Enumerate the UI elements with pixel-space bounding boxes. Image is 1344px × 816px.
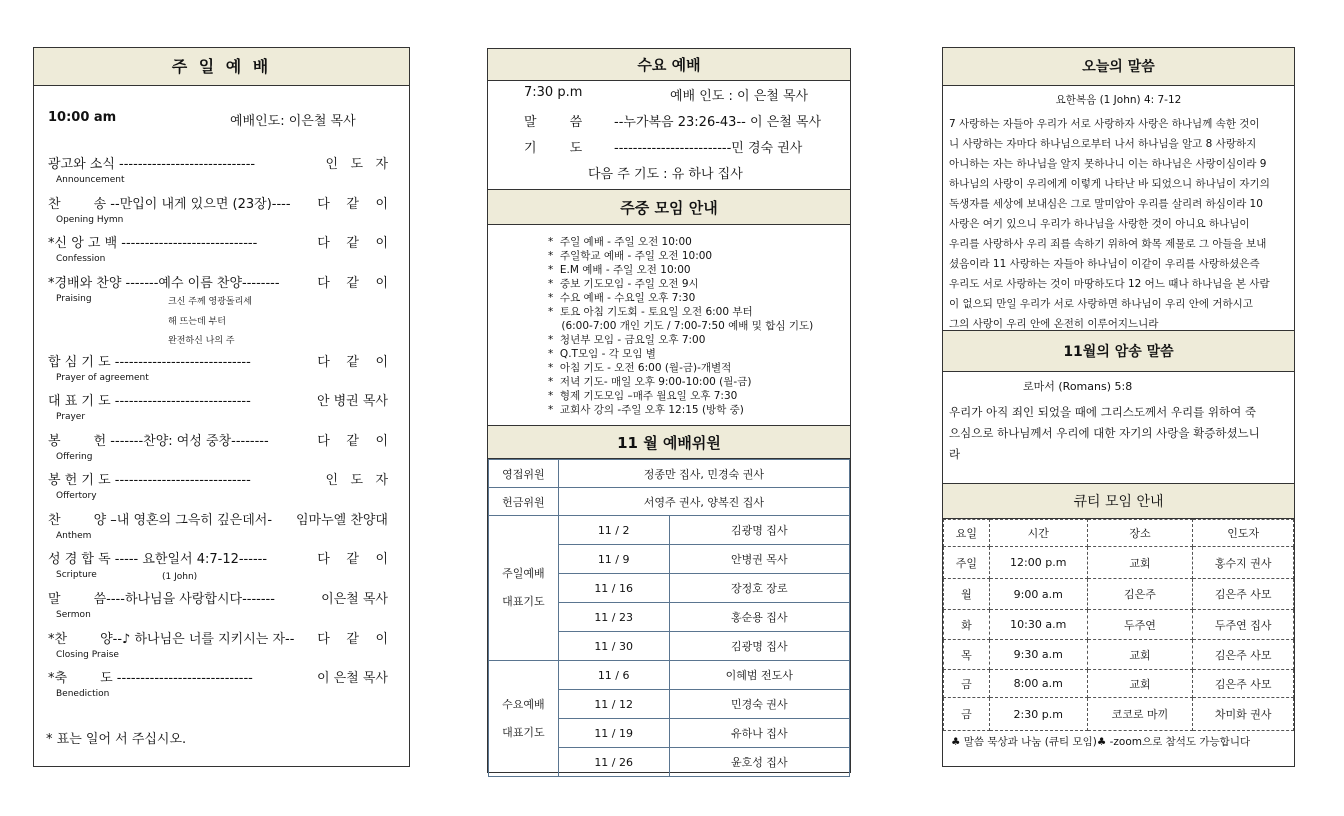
committee-title: 11 월 예배위원 xyxy=(488,425,850,459)
verse-line: 7 사랑하는 자들아 우리가 서로 사랑하자 사랑은 하나님께 속한 것이 xyxy=(949,118,1260,130)
name-cell: 윤호성 집사 xyxy=(669,748,849,777)
order-item-english: Sermon xyxy=(56,610,91,620)
date-cell: 11 / 9 xyxy=(558,545,669,574)
day-cell: 주일 xyxy=(944,547,990,579)
verse-line: 우리를 사랑하사 우리 죄를 속하기 위하여 화목 제물로 그 아들을 보내 xyxy=(949,238,1267,250)
name-cell: 이혜범 전도사 xyxy=(669,661,849,690)
verse-line: 우리도 서로 사랑하는 것이 마땅하도다 12 어느 때나 하나님을 본 사람 xyxy=(949,278,1270,290)
middle-panel xyxy=(487,48,851,773)
memory-verse-text xyxy=(949,402,1289,465)
place-cell: 두주연 xyxy=(1087,610,1193,640)
table-row xyxy=(944,698,1294,731)
sunday-prayer-label-1: 주일예배 xyxy=(502,567,545,580)
verse-line: 으심으로 하나님께서 우리에 대한 자기의 사랑을 확증하셨느니 xyxy=(949,426,1260,440)
place-cell: 코코로 마끼 xyxy=(1087,698,1193,731)
order-item-title: 광고와 소식 ----------------------------- xyxy=(48,157,256,172)
scripture-english: (1 John) xyxy=(162,572,198,582)
list-item: * 교회사 강의 -주일 오후 12:15 (방학 중) xyxy=(548,404,744,416)
next-prayer: 다음 주 기도 : 유 하나 집사 xyxy=(588,167,743,182)
order-item-english: Closing Praise xyxy=(56,650,119,660)
order-item-title: *축 도 ----------------------------- xyxy=(48,671,253,686)
wednesday-service-title: 수요 예배 xyxy=(488,49,850,81)
order-item-title: *신 앙 고 백 ----------------------------- xyxy=(48,236,258,251)
list-item: * 청년부 모임 - 금요일 오후 7:00 xyxy=(548,334,706,346)
list-item: * 수요 예배 - 수요일 오후 7:30 xyxy=(548,292,696,304)
sunday-time: 10:00 am xyxy=(48,110,117,125)
time-cell: 2:30 p.m xyxy=(989,698,1087,731)
leader-cell: 두주연 집사 xyxy=(1193,610,1294,640)
sunday-service-panel xyxy=(33,47,410,767)
verse-line: 우리가 아직 죄인 되었을 때에 그리스도께서 우리를 위하여 죽 xyxy=(949,405,1256,419)
leader-cell: 홍수지 권사 xyxy=(1193,547,1294,579)
order-item-title: 찬 송 --만입이 내게 있으면 (23장)---- xyxy=(48,197,291,212)
list-item: * Q.T모임 - 각 모임 별 xyxy=(548,348,656,360)
leader-cell: 김은주 사모 xyxy=(1193,640,1294,670)
order-item-person: 안 병권 목사 xyxy=(316,394,388,409)
sermon-label: 말 씀 xyxy=(524,115,583,130)
time-cell: 10:30 a.m xyxy=(989,610,1087,640)
date-cell: 11 / 23 xyxy=(558,603,669,632)
wednesday-time: 7:30 p.m xyxy=(524,85,583,100)
order-item-english: Announcement xyxy=(56,175,125,185)
list-item: * 주일학교 예배 - 주일 오전 10:00 xyxy=(548,250,713,262)
memory-verse-reference: 로마서 (Romans) 5:8 xyxy=(1023,380,1133,393)
sunday-service-title: 주 일 예 배 xyxy=(34,48,409,86)
date-cell: 11 / 19 xyxy=(558,719,669,748)
date-cell: 11 / 12 xyxy=(558,690,669,719)
list-item: * E.M 예배 - 주일 오전 10:00 xyxy=(548,264,691,276)
column-header: 시간 xyxy=(989,520,1087,547)
table-row xyxy=(944,670,1294,698)
sunday-prayer-label xyxy=(489,516,559,661)
time-cell: 9:00 a.m xyxy=(989,579,1087,610)
place-cell: 교회 xyxy=(1087,547,1193,579)
today-word-reference: 요한복음 (1 John) 4: 7-12 xyxy=(1055,94,1182,106)
day-cell: 화 xyxy=(944,610,990,640)
order-item-person: 다 같 이 xyxy=(317,276,388,291)
date-cell: 11 / 2 xyxy=(558,516,669,545)
table-row xyxy=(944,610,1294,640)
praise-song: 완전하신 나의 주 xyxy=(168,336,235,346)
time-cell: 8:00 a.m xyxy=(989,670,1087,698)
verse-line: 아니하는 자는 하나님을 알지 못하나니 이는 하나님은 사랑이심이라 9 xyxy=(949,158,1267,170)
column-header: 장소 xyxy=(1087,520,1193,547)
order-item-english: Offering xyxy=(56,452,93,462)
table-header-row xyxy=(944,520,1294,547)
name-cell: 홍순용 집사 xyxy=(669,603,849,632)
place-cell: 교회 xyxy=(1087,640,1193,670)
date-cell: 11 / 16 xyxy=(558,574,669,603)
name-cell: 안병권 목사 xyxy=(669,545,849,574)
table-row xyxy=(489,516,850,545)
order-item-title: 대 표 기 도 ----------------------------- xyxy=(48,394,251,409)
wed-prayer-label-2: 대표기도 xyxy=(502,725,545,739)
order-item-english: Anthem xyxy=(56,531,92,541)
order-item-person: 다 같 이 xyxy=(317,552,388,567)
order-item-title: 성 경 합 독 ----- 요한일서 4:7-12------ xyxy=(48,552,268,567)
order-item-title: 봉 헌 -------찬양: 여성 중창-------- xyxy=(48,434,269,449)
list-item: (6:00-7:00 개인 기도 / 7:00-7:50 예배 및 합심 기도) xyxy=(548,320,814,332)
praise-song: 크신 주께 영광돌리세 xyxy=(168,297,252,307)
order-item-english: Offertory xyxy=(56,491,97,501)
leader-cell: 차미화 권사 xyxy=(1193,698,1294,731)
usher-label: 영접위원 xyxy=(489,460,559,488)
praise-song: 해 뜨는데 부터 xyxy=(168,317,226,327)
column-header: 인도자 xyxy=(1193,520,1294,547)
order-item-person: 다 같 이 xyxy=(317,236,388,251)
order-item-person: 다 같 이 xyxy=(317,355,388,370)
verse-line: 그의 사랑이 우리 안에 온전히 이루어지느니라 xyxy=(949,318,1159,330)
wed-prayer-label xyxy=(489,661,559,777)
list-item: * 저녁 기도- 매일 오후 9:00-10:00 (월-금) xyxy=(548,376,752,388)
table-row xyxy=(489,488,850,516)
verse-line: 라 xyxy=(949,447,961,461)
order-item-english: Prayer of agreement xyxy=(56,373,149,383)
table-row xyxy=(944,579,1294,610)
name-cell: 김광명 집사 xyxy=(669,632,849,661)
order-item-english: Confession xyxy=(56,254,106,264)
order-item-person: 이 은철 목사 xyxy=(316,671,388,686)
order-item-title: 합 심 기 도 ----------------------------- xyxy=(48,355,251,370)
verse-line: 독생자를 세상에 보내심은 그로 말미암아 우리를 살리려 하심이라 10 xyxy=(949,198,1263,210)
column-header: 요일 xyxy=(944,520,990,547)
list-item: * 주일 예배 - 주일 오전 10:00 xyxy=(548,236,692,248)
right-panel xyxy=(942,47,1295,767)
prayer-label: 기 도 xyxy=(524,141,583,156)
day-cell: 목 xyxy=(944,640,990,670)
time-cell: 12:00 p.m xyxy=(989,547,1087,579)
order-item-person: 인 도 자 xyxy=(325,473,388,488)
order-item-person: 인 도 자 xyxy=(325,157,388,172)
order-item-title: *찬 양--♪ 하나님은 너를 지키시는 자-- xyxy=(48,632,295,647)
sunday-leader: 예배인도: 이은철 목사 xyxy=(230,114,356,129)
order-item-english: Opening Hymn xyxy=(56,215,124,225)
today-word-text xyxy=(949,114,1289,334)
name-cell: 유하나 집사 xyxy=(669,719,849,748)
usher-value: 정종만 집사, 민경숙 권사 xyxy=(558,460,849,488)
offering-value: 서영주 권사, 양복진 집사 xyxy=(558,488,849,516)
qt-meeting-title: 큐티 모임 안내 xyxy=(943,483,1294,519)
order-item-english: Praising xyxy=(56,294,92,304)
order-item-person: 다 같 이 xyxy=(317,197,388,212)
stand-note: * 표는 일어 서 주십시오. xyxy=(46,732,187,747)
day-cell: 금 xyxy=(944,698,990,731)
name-cell: 민경숙 권사 xyxy=(669,690,849,719)
list-item: * 중보 기도모임 - 주일 오전 9시 xyxy=(548,278,699,290)
order-item-english: Scripture xyxy=(56,570,97,580)
wed-prayer-label-1: 수요예배 xyxy=(502,697,545,711)
verse-line: 니 사랑하는 자마다 하나님으로부터 나서 하나님을 알고 8 사랑하지 xyxy=(949,138,1257,150)
table-row xyxy=(489,460,850,488)
order-item-title: 찬 양 –내 영혼의 그윽히 깊은데서- xyxy=(48,513,273,528)
table-row xyxy=(944,640,1294,670)
verse-line: 하나님의 사랑이 우리에게 이렇게 나타난 바 되었으니 하나님이 자기의 xyxy=(949,178,1270,190)
sermon-value: --누가복음 23:26-43-- 이 은철 목사 xyxy=(614,115,822,130)
order-item-title: *경배와 찬양 -------예수 이름 찬양-------- xyxy=(48,276,280,291)
place-cell: 김은주 xyxy=(1087,579,1193,610)
order-item-title: 말 씀----하나님을 사랑합시다------- xyxy=(48,592,275,607)
table-row xyxy=(489,661,850,690)
date-cell: 11 / 26 xyxy=(558,748,669,777)
verse-line: 사랑은 여기 있으니 우리가 하나님을 사랑한 것이 아니요 하나님이 xyxy=(949,218,1250,230)
order-item-person: 다 같 이 xyxy=(317,632,388,647)
today-word-title: 오늘의 말씀 xyxy=(943,48,1294,86)
wednesday-leader: 예배 인도 : 이 은철 목사 xyxy=(670,89,809,104)
order-item-english: Benediction xyxy=(56,689,110,699)
table-row xyxy=(944,547,1294,579)
order-item-person: 이은철 목사 xyxy=(321,592,388,607)
order-item-english: Prayer xyxy=(56,412,86,422)
order-item-title: 봉 헌 기 도 ----------------------------- xyxy=(48,473,251,488)
weekly-meetings-title: 주중 모임 안내 xyxy=(488,189,850,225)
day-cell: 금 xyxy=(944,670,990,698)
sunday-prayer-label-2: 대표기도 xyxy=(502,595,545,608)
order-item-person: 임마누엘 찬양대 xyxy=(295,513,388,528)
leader-cell: 김은주 사모 xyxy=(1193,670,1294,698)
qt-zoom-note: ♣ 말씀 묵상과 나눔 (큐티 모임)♣ -zoom으로 참석도 가능합니다 xyxy=(951,736,1251,748)
date-cell: 11 / 30 xyxy=(558,632,669,661)
committee-table xyxy=(488,459,850,777)
order-item-person: 다 같 이 xyxy=(317,434,388,449)
place-cell: 교회 xyxy=(1087,670,1193,698)
leader-cell: 김은주 사모 xyxy=(1193,579,1294,610)
offering-label: 헌금위원 xyxy=(489,488,559,516)
qt-schedule-table xyxy=(943,519,1294,731)
list-item: * 토요 아침 기도회 - 토요일 오전 6:00 부터 xyxy=(548,306,753,318)
verse-line: 이 없으되 만일 우리가 서로 사랑하면 하나님이 우리 안에 거하시고 xyxy=(949,298,1253,310)
day-cell: 월 xyxy=(944,579,990,610)
prayer-value: -------------------------민 경숙 권사 xyxy=(614,141,803,156)
date-cell: 11 / 6 xyxy=(558,661,669,690)
time-cell: 9:30 a.m xyxy=(989,640,1087,670)
list-item: * 형제 기도모임 –매주 월요일 오후 7:30 xyxy=(548,390,738,402)
list-item: * 아침 기도 - 오전 6:00 (월-금)-개별적 xyxy=(548,362,732,374)
name-cell: 김광명 집사 xyxy=(669,516,849,545)
name-cell: 장정호 장로 xyxy=(669,574,849,603)
memory-verse-title: 11월의 암송 말씀 xyxy=(943,330,1294,372)
verse-line: 셨음이라 11 사랑하는 자들아 하나님이 이같이 우리를 사랑하셨은즉 xyxy=(949,258,1260,270)
